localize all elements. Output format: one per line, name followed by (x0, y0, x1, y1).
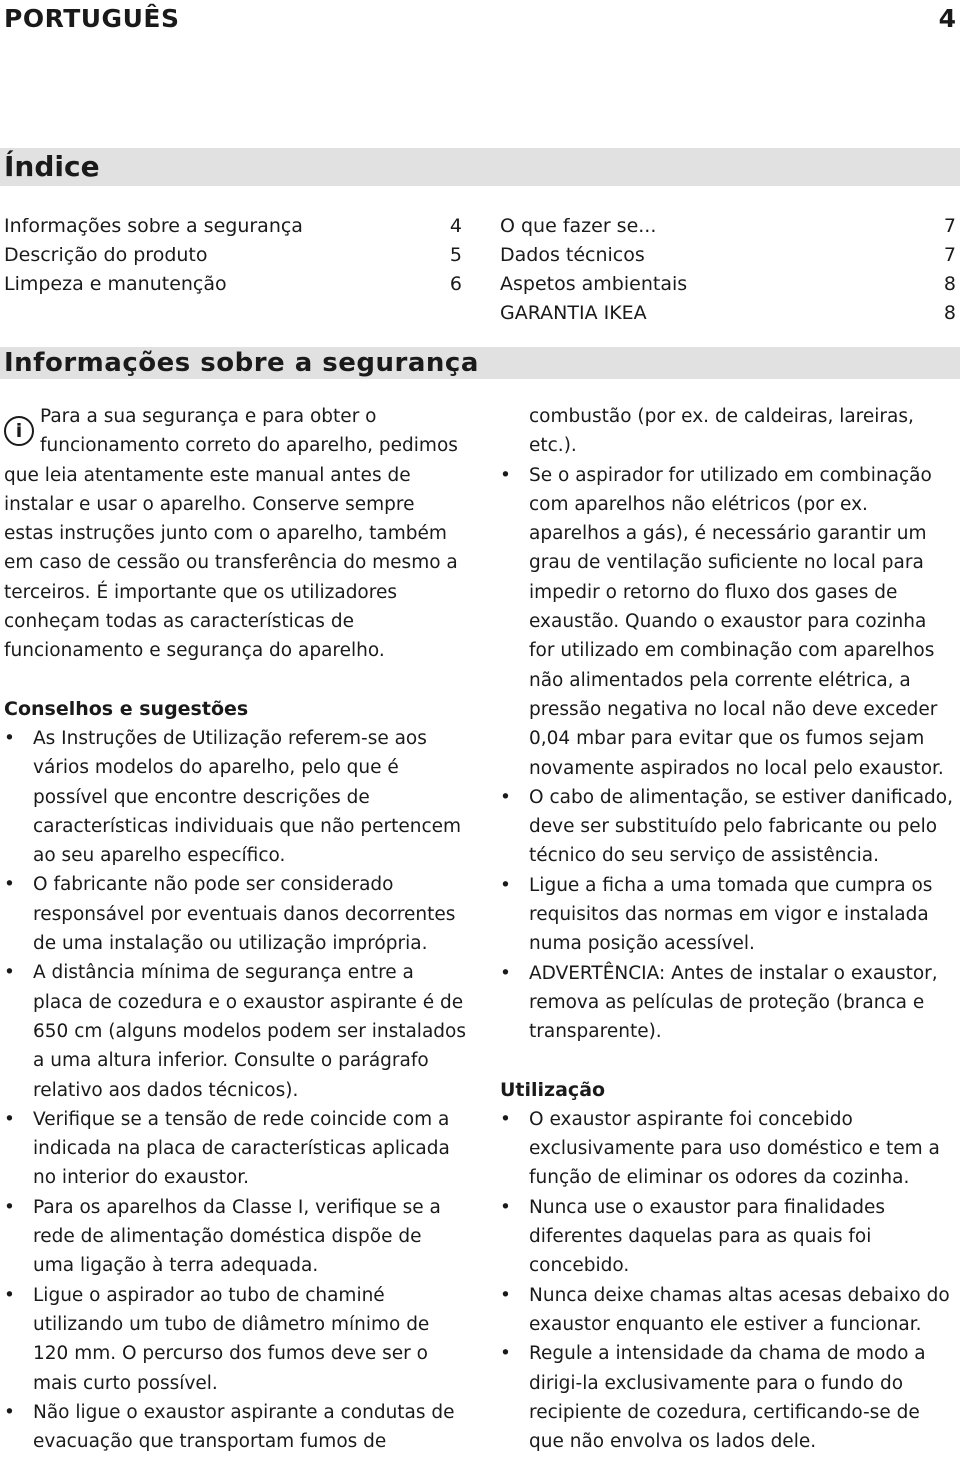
list-item: • A distância mínima de segurança entre a placa de cozedura e o exaustor aspirante é de 650 cm (alguns modelos podem ser instalados a uma altura inferior. Consulte o parágrafo relativo aos dados técnicos). (4, 958, 466, 1104)
safety-header-band (0, 347, 960, 379)
toc-entry-label: O que fazer se... (500, 215, 657, 237)
list-item: • Nunca use o exaustor para finalidades diferentes daquelas para as quais foi concebido. (500, 1193, 956, 1281)
page-number: 4 (938, 4, 956, 33)
list-item: • Não ligue o exaustor aspirante a condutas de evacuação que transportam fumos de (4, 1398, 466, 1457)
list-item: • Verifique se a tensão de rede coincide com a indicada na placa de características aplicada no interior do exaustor. (4, 1105, 466, 1193)
list-item: • O cabo de alimentação, se estiver danificado, deve ser substituído pelo fabricante ou pelo técnico do seu serviço de assistência. (500, 783, 956, 871)
toc-entry-page: 7 (943, 215, 956, 237)
advice-list (4, 724, 466, 1456)
intro-paragraph: Para a sua segurança e para obter o funcionamento correto do aparelho, pedimos que leia atentamente este manual antes de instalar e usar o aparelho. Conserve sempre estas instruções junto com o aparelho, também em caso de cessão ou transferência do mesmo a terceiros. É importante que os utilizadores conheçam todas as características de funcionamento e segurança do aparelho. (4, 406, 458, 662)
safety-title: Informações sobre a segurança (4, 348, 479, 378)
page-header (0, 0, 960, 44)
toc-title: Índice (4, 150, 100, 183)
toc-entry-label: Limpeza e manutenção (4, 273, 227, 295)
list-item: • Para os aparelhos da Classe I, verifique se a rede de alimentação doméstica dispõe de uma ligação à terra adequada. (4, 1193, 466, 1281)
toc-entry-label: Aspetos ambientais (500, 273, 688, 295)
list-item: • O exaustor aspirante foi concebido exclusivamente para uso doméstico e tem a função de eliminar os odores da cozinha. (500, 1105, 956, 1193)
list-item: • Regule a intensidade da chama de modo a dirigi-la exclusivamente para o fundo do recipiente de cozedura, certificando-se de que não envolva os lados dele. (500, 1339, 956, 1456)
toc-entry-label: Descrição do produto (4, 244, 208, 266)
toc-entry-page: 4 (449, 215, 462, 237)
toc-entry-page: 7 (943, 244, 956, 266)
right-text-column (500, 402, 956, 1456)
toc-header-band (0, 148, 960, 186)
toc-entry[interactable] (4, 241, 462, 270)
list-item: • O fabricante não pode ser considerado responsável por eventuais danos decorrentes de uma instalação ou utilização imprópria. (4, 870, 466, 958)
toc-entry-page: 8 (943, 273, 956, 295)
list-item: • ADVERTÊNCIA: Antes de instalar o exaustor, remova as películas de proteção (branca e transparente). (500, 959, 956, 1047)
toc-entry[interactable] (500, 270, 956, 299)
toc-entry-page: 5 (449, 244, 462, 266)
toc-entry-page: 8 (943, 302, 956, 324)
usage-list (500, 1105, 956, 1457)
advice-list-continued (500, 461, 956, 1047)
toc-entry[interactable] (500, 212, 956, 241)
toc-entry-label: Informações sobre a segurança (4, 215, 303, 237)
toc-entry[interactable] (500, 299, 956, 328)
toc-entry[interactable] (4, 212, 462, 241)
list-item: • Ligue o aspirador ao tubo de chaminé utilizando um tubo de diâmetro mínimo de 120 mm. O percurso dos fumos deve ser o mais curto possível. (4, 1281, 466, 1398)
left-text-column (4, 402, 466, 1456)
toc-right-column (500, 212, 956, 328)
list-item: • Se o aspirador for utilizado em combinação com aparelhos não elétricos (por ex. aparelhos a gás), é necessário garantir um grau de ventilação suficiente no local para impedir o retorno do fluxo dos gases de exaustão. Quando o exaustor para cozinha for utilizado em combinação com aparelhos não alimentados pela corrente elétrica, a pressão negativa no local não deve exceder 0,04 mbar para evitar que os fumos sejam novamente aspirados no local pelo exaustor. (500, 461, 956, 783)
list-item-continuation: combustão (por ex. de caldeiras, lareiras, etc.). (529, 406, 914, 457)
toc-entry-label: Dados técnicos (500, 244, 645, 266)
toc-entry[interactable] (4, 270, 462, 299)
toc-entry[interactable] (500, 241, 956, 270)
toc-left-column (4, 212, 462, 299)
toc-entry-label: GARANTIA IKEA (500, 302, 647, 324)
language-label: PORTUGUÊS (4, 4, 180, 33)
usage-heading: Utilização (500, 1078, 606, 1101)
list-item: • As Instruções de Utilização referem-se aos vários modelos do aparelho, pelo que é possível que encontre descrições de características individuais que não pertencem ao seu aparelho específico. (4, 724, 466, 870)
toc-entry-page: 6 (449, 273, 462, 295)
info-icon: i (4, 416, 34, 446)
list-item: • Ligue a ficha a uma tomada que cumpra os requisitos das normas em vigor e instalada numa posição acessível. (500, 871, 956, 959)
advice-heading: Conselhos e sugestões (4, 697, 249, 720)
list-item: • Nunca deixe chamas altas acesas debaixo do exaustor enquanto ele estiver a funcionar. (500, 1281, 956, 1340)
